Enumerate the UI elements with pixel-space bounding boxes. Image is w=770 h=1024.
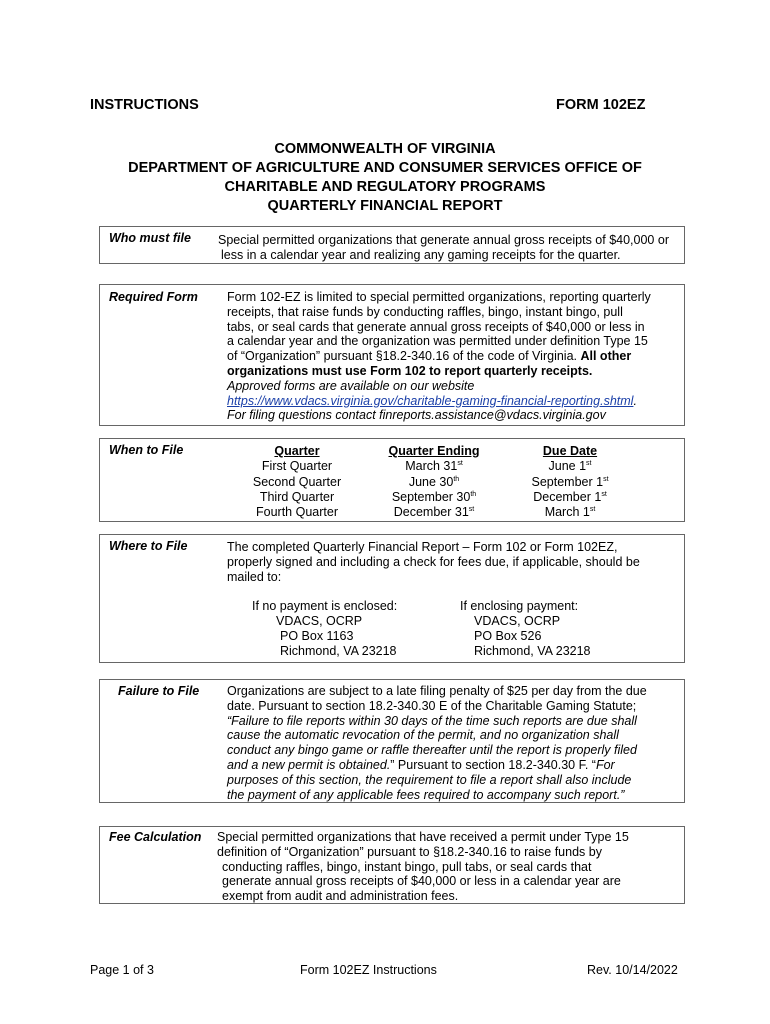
fee-calculation-section (99, 826, 685, 904)
ending-cell (378, 490, 490, 505)
bold-text-line: organizations must use Form 102 to report quarterly receipts. (227, 363, 593, 378)
date-text: March 31 (405, 459, 458, 474)
where-to-file-section (99, 534, 685, 663)
italic-text-line: the payment of any applicable fees required to accompany such report.” (227, 787, 625, 802)
website-link[interactable]: https://www.vdacs.virginia.gov/charitable-gaming-financial-reporting.shtml (227, 393, 634, 408)
text-line: date. Pursuant to section 18.2-340.30 E of the Charitable Gaming Statute; (227, 698, 637, 713)
due-cell (520, 505, 620, 520)
page-number: Page 1 of 3 (90, 963, 154, 977)
title-line-1: COMMONWEALTH OF VIRGINIA (274, 141, 496, 157)
due-date-column (520, 444, 620, 520)
date-text: December 1 (533, 489, 602, 504)
quarter-cell: Third Quarter (259, 489, 335, 504)
ordinal-suffix: th (470, 490, 477, 498)
ordinal-suffix: st (457, 460, 463, 468)
italic-text: For (595, 757, 615, 772)
ordinal-suffix: st (601, 490, 607, 498)
address-heading: If enclosing payment: (460, 599, 579, 613)
quarter-cell: Second Quarter (252, 474, 342, 489)
required-form-section (99, 284, 685, 426)
address-line: Richmond, VA 23218 (474, 644, 591, 658)
header-form-number: FORM 102EZ (556, 97, 646, 113)
failure-to-file-label: Failure to File (118, 684, 200, 698)
quarter-ending-column (378, 444, 490, 520)
where-to-file-text (227, 540, 640, 584)
text-line: properly signed and including a check for fees due, if applicable, should be (227, 554, 640, 569)
ending-cell (378, 505, 490, 520)
contact-email-line: For filing questions contact finreports.assistance@vdacs.virginia.gov (227, 408, 606, 423)
text-fragment: of “Organization” pursuant §18.2-340.16 of the code of Virginia. (227, 349, 577, 364)
quarter-ending-column-header: Quarter Ending (388, 444, 480, 458)
text-line (227, 758, 647, 773)
quarter-cell: Fourth Quarter (256, 505, 338, 520)
ending-cell (378, 459, 490, 474)
text-line: generate annual gross receipts of $40,000 or less in a calendar year are (222, 874, 621, 889)
who-must-file-text (218, 233, 669, 263)
text-line: The completed Quarterly Financial Report – Form 102 or Form 102EZ, (227, 540, 618, 554)
fee-calculation-label: Fee Calculation (109, 830, 202, 844)
quarter-cell: First Quarter (261, 459, 333, 474)
revision-date: Rev. 10/14/2022 (587, 963, 678, 977)
date-text: September 1 (531, 474, 604, 489)
failure-to-file-section (99, 679, 685, 803)
ordinal-suffix: st (603, 475, 609, 483)
text-line: a calendar year and the organization was permitted under definition Type 15 (227, 334, 648, 349)
fee-calculation-text (217, 830, 629, 904)
due-cell (520, 475, 620, 490)
text-line: definition of “Organization” pursuant to §18.2-340.16 to raise funds by (217, 844, 602, 859)
date-text: September 30 (391, 489, 471, 504)
header-instructions: INSTRUCTIONS (90, 97, 199, 113)
title-line-3: CHARITABLE AND REGULATORY PROGRAMS (224, 179, 546, 195)
address-line: Richmond, VA 23218 (280, 644, 397, 658)
text-line: receipts, that raise funds by conducting raffles, bingo, instant bingo, pull (227, 304, 623, 319)
text-line: Organizations are subject to a late filing penalty of $25 per day from the due (227, 684, 647, 698)
payment-address (460, 599, 591, 659)
who-must-file-section (99, 226, 685, 264)
text-line: Special permitted organizations that generate annual gross receipts of $40,000 or (218, 233, 669, 247)
bold-text: All other (580, 349, 632, 364)
text-line: Special permitted organizations that have received a permit under Type 15 (217, 830, 629, 844)
date-text: March 1 (544, 505, 590, 520)
address-line: VDACS, OCRP (276, 614, 363, 628)
text-fragment: ” Pursuant to section 18.2-340.30 F. “ (390, 757, 596, 772)
text-line (227, 349, 651, 364)
text-fragment: . (633, 393, 637, 408)
quarter-column-header: Quarter (274, 444, 320, 458)
text-line: conducting raffles, bingo, instant bingo, pull tabs, or seal cards that (222, 859, 592, 874)
when-to-file-section (99, 438, 685, 522)
address-line: PO Box 526 (474, 629, 542, 643)
failure-to-file-text (227, 684, 647, 802)
italic-text-line: “Failure to file reports within 30 days of the time such reports are due shall (227, 713, 637, 728)
ordinal-suffix: st (589, 506, 596, 514)
text-line: mailed to: (227, 569, 282, 584)
title-line-2: DEPARTMENT OF AGRICULTURE AND CONSUMER SERVICES OFFICE OF (128, 160, 642, 176)
due-cell (520, 490, 620, 505)
text-line: tabs, or seal cards that generate annual gross receipts of $40,000 or less in (227, 319, 645, 334)
when-to-file-label: When to File (109, 443, 184, 457)
title-line-4: QUARTERLY FINANCIAL REPORT (267, 198, 503, 214)
date-text: June 30 (408, 474, 454, 489)
text-line: exempt from audit and administration fees. (222, 889, 459, 904)
italic-text-line: Approved forms are available on our website (227, 378, 475, 393)
italic-text: and a new permit is obtained. (227, 757, 391, 772)
italic-text-line: purposes of this section, the requirement to file a report shall also include (227, 772, 632, 787)
where-to-file-label: Where to File (109, 539, 188, 553)
ending-cell (378, 475, 490, 490)
address-line: PO Box 1163 (280, 629, 354, 643)
date-text: June 1 (548, 459, 587, 474)
ordinal-suffix: st (468, 506, 475, 514)
due-date-column-header: Due Date (542, 444, 598, 458)
quarter-column (240, 444, 354, 520)
no-payment-address (252, 599, 397, 659)
date-text: December 31 (393, 505, 469, 520)
ordinal-suffix: st (586, 460, 592, 468)
required-form-text (227, 290, 651, 423)
italic-text-line: cause the automatic revocation of the permit, and no organization shall (227, 728, 619, 743)
footer-form-name: Form 102EZ Instructions (300, 963, 437, 977)
text-line: Form 102-EZ is limited to special permitted organizations, reporting quarterly (227, 290, 651, 304)
who-must-file-label: Who must file (109, 231, 191, 245)
document-title (0, 140, 770, 216)
ordinal-suffix: th (453, 475, 460, 483)
text-line (227, 394, 651, 409)
due-cell (520, 459, 620, 474)
italic-text-line: conduct any bingo game or raffle thereafter until the report is properly filed (227, 743, 637, 758)
text-line: less in a calendar year and realizing any gaming receipts for the quarter. (221, 247, 621, 262)
address-line: VDACS, OCRP (474, 614, 561, 628)
address-heading: If no payment is enclosed: (252, 599, 398, 613)
required-form-label: Required Form (109, 290, 198, 304)
